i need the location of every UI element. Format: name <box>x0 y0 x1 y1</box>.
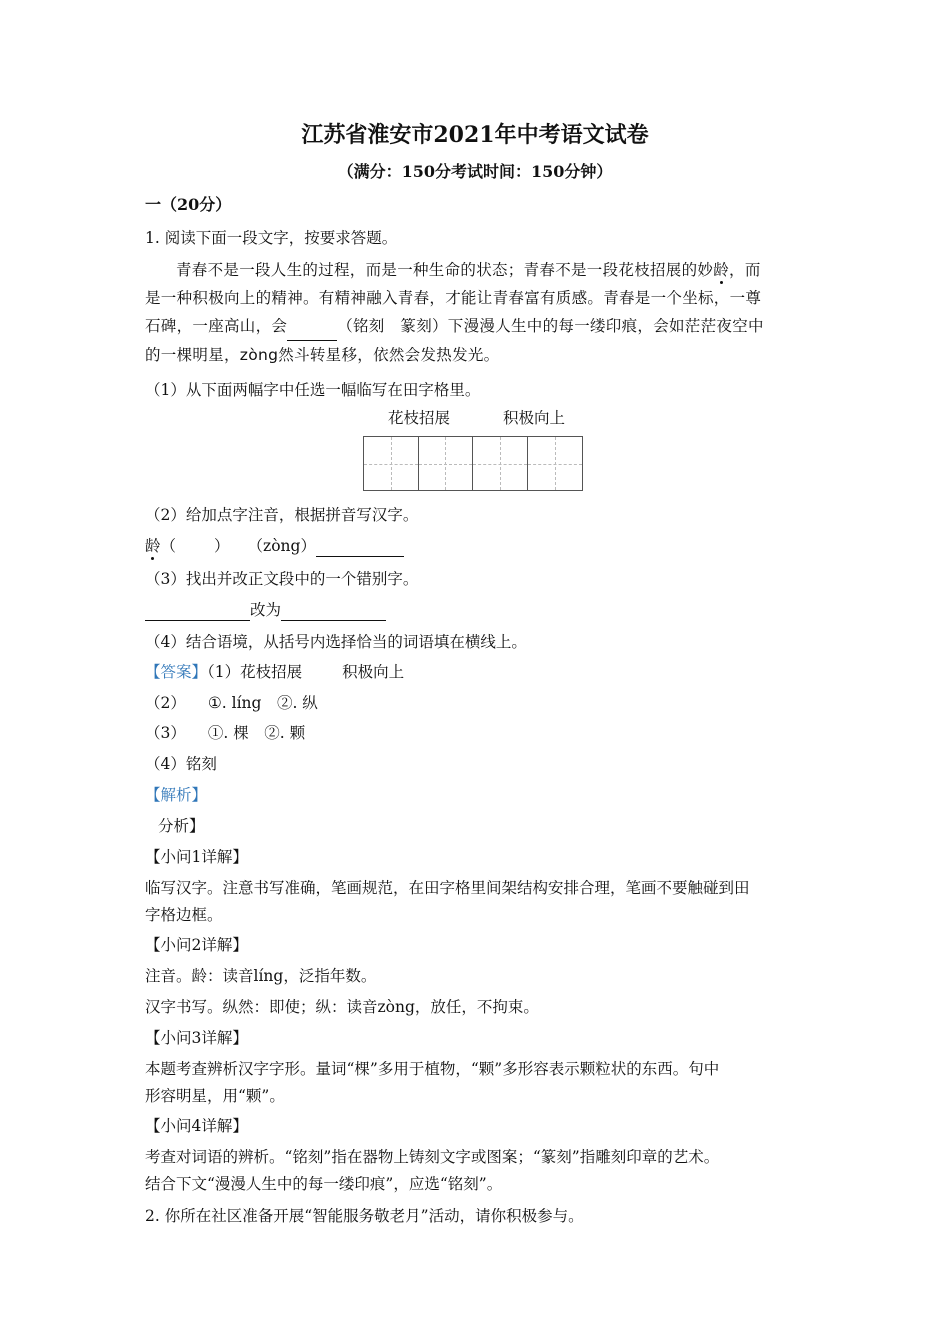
answer-blank[interactable] <box>281 600 386 621</box>
detail-4-heading: 【小问4详解】 <box>145 1117 248 1135</box>
section-heading: 一（20分） <box>145 195 232 214</box>
exam-title: 江苏省淮安市2021年中考语文试卷 <box>301 122 649 148</box>
dotted-char: 龄 <box>145 537 161 555</box>
reading-passage <box>145 256 805 369</box>
analysis-label: 【解析】 <box>145 786 208 804</box>
question-1-stem: 1. 阅读下面一段文字，按要求答题。 <box>145 229 398 247</box>
question-2-stem: 2. 你所在社区准备开展“智能服务敬老月”活动，请你积极参与。 <box>145 1207 584 1225</box>
copy-label-1: 花枝招展 <box>388 409 451 427</box>
answer-line-3: （3） ①. 棵 ②. 颗 <box>145 724 306 742</box>
detail-2-line-2: 汉字书写。纵然：即使；纵：读音zòng，放任，不拘束。 <box>145 998 539 1016</box>
exam-subtitle: （满分：150分考试时间：150分钟） <box>337 162 613 181</box>
sub-question-2: （2）给加点字注音，根据拼音写汉字。 <box>145 506 419 524</box>
grid-cell[interactable] <box>473 437 528 490</box>
fill-blank <box>287 312 337 341</box>
copy-labels <box>388 408 565 428</box>
grid-cell[interactable] <box>364 437 419 490</box>
sub-question-1: （1）从下面两幅字中任选一幅临写在田字格里。 <box>145 381 481 399</box>
detail-3-heading: 【小问3详解】 <box>145 1029 248 1047</box>
answer-line-4: （4）铭刻 <box>145 755 217 773</box>
sub-question-3-answer-line: 改为 <box>145 600 386 621</box>
detail-2-heading: 【小问2详解】 <box>145 936 248 954</box>
detail-3-line-2: 形容明星，用“颗”。 <box>145 1087 285 1105</box>
grid-cell[interactable] <box>528 437 583 490</box>
grid-cell[interactable] <box>419 437 474 490</box>
passage-line-2: 是一种积极向上的精神。有精神融入青春，才能让青春富有质感。青春是一个坐标，一尊 <box>145 289 762 307</box>
sub-question-4: （4）结合语境，从括号内选择恰当的词语填在横线上。 <box>145 633 527 651</box>
passage-line-4: 的一棵明星，zòng然斗转星移，依然会发热发光。 <box>145 346 500 364</box>
answer-blank[interactable] <box>145 600 250 621</box>
passage-line-3: 石碑，一座高山，会 （铭刻 篆刻）下漫漫人生中的每一缕印痕，会如茫茫夜空中 <box>145 312 805 341</box>
answer-label: 【答案】 <box>145 663 208 681</box>
detail-1-line-2: 字格边框。 <box>145 906 223 924</box>
copy-label-2: 积极向上 <box>502 409 565 427</box>
answer-line-1: 【答案】（1）花枝招展 积极向上 <box>145 663 405 681</box>
passage-line-1: 青春不是一段人生的过程，而是一种生命的状态；青春不是一段花枝招展的妙龄，而 <box>176 261 761 279</box>
sub-question-3: （3）找出并改正文段中的一个错别字。 <box>145 570 419 588</box>
detail-4-line-2: 结合下文“漫漫人生中的每一缕印痕”，应选“铭刻”。 <box>145 1175 503 1193</box>
detail-1-line-1: 临写汉字。注意书写准确，笔画规范，在田字格里间架结构安排合理，笔画不要触碰到田 <box>145 879 750 897</box>
detail-4-line-1: 考查对词语的辨析。“铭刻”指在器物上铸刻文字或图案；“篆刻”指雕刻印章的艺术。 <box>145 1148 720 1166</box>
detail-3-line-1: 本题考查辨析汉字字形。量词“棵”多用于植物，“颗”多形容表示颗粒状的东西。句中 <box>145 1060 720 1078</box>
answer-blank[interactable] <box>316 536 404 557</box>
dotted-char: 龄 <box>713 261 730 279</box>
detail-2-line-1: 注音。龄：读音líng，泛指年数。 <box>145 967 377 985</box>
analysis-fenxi: 分析】 <box>158 817 205 835</box>
detail-1-heading: 【小问1详解】 <box>145 848 248 866</box>
sub-question-2-answer-line: 龄（ ） （zòng） <box>145 536 404 557</box>
answer-line-2: （2） ①. líng ②. 纵 <box>145 694 318 712</box>
tian-zi-ge-grid[interactable] <box>363 436 583 491</box>
